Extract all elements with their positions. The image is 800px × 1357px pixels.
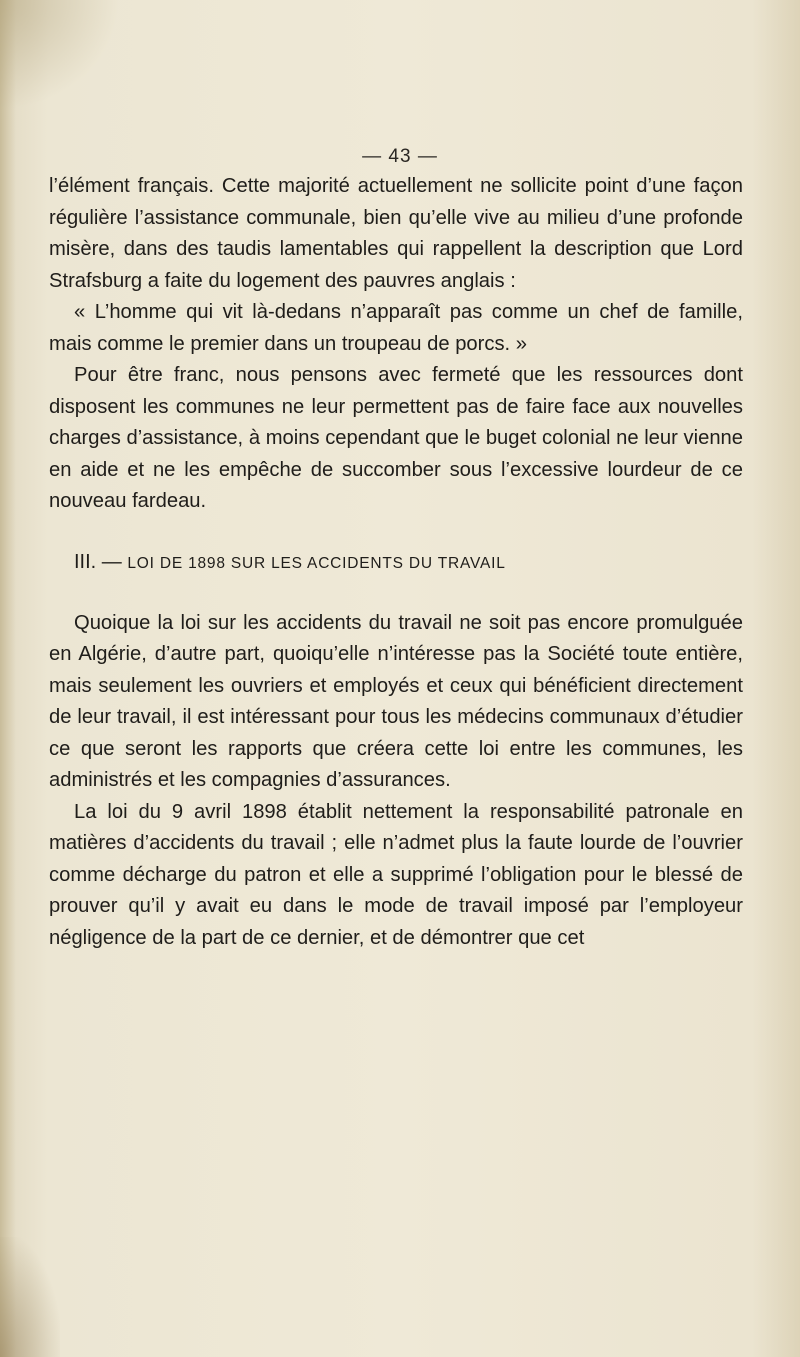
- binding-edge: [0, 0, 16, 1357]
- paper-stain-top: [0, 0, 120, 110]
- section-heading: [49, 547, 743, 579]
- paragraph-law-1898: La loi du 9 avril 1898 établit nettement la responsabilité patronale en matières d’accidents du travail ; elle n’admet plus la faute lourde de l’ouvrier comme décharge du patron et elle a supprimé l’obligation pour le blessé de prouver qu’il y avait eu dans le mode de travail imposé par l’employeur négligence de la part de ce dernier, et de démontrer que cet: [49, 800, 743, 949]
- section-number: III. —: [74, 550, 122, 573]
- paragraph-law-intro: Quoique la loi sur les accidents du travail ne soit pas encore promulguée en Algérie, d’autre part, quoiqu’elle n’intéresse pas la Société toute entière, mais seulement les ouvriers et employés et ceux qui bénéficient directement de leur travail, il est intéressant pour tous les médecins communaux d’étudier ce que seront les rapports que créera cette loi entre les communes, les administrés et les compagnies d’assurances.: [49, 611, 743, 791]
- section-title: LOI DE 1898 SUR LES ACCIDENTS DU TRAVAIL: [127, 554, 506, 572]
- paragraph-continuation: l’élément français. Cette majorité actuellement ne sollicite point d’une façon régulière l’assistance communale, bien qu’elle vive au milieu d’une profonde misère, dans des taudis lamentables qui rappellent la description que Lord Strafsburg a faite du logement des pauvres anglais :: [49, 175, 743, 292]
- paragraph-resources: Pour être franc, nous pensons avec fermeté que les ressources dont disposent les communes ne leur permettent pas de faire face aux nouvelles charges d’assistance, à moins cependant que le buget colonial ne leur vienne en aide et ne les empêche de succomber sous l’excessive lourdeur de ce nouveau fardeau.: [49, 364, 743, 512]
- paragraph-quotation: « L’homme qui vit là-dedans n’apparaît pas comme un chef de famille, mais comme le premier dans un troupeau de porcs. »: [49, 301, 743, 355]
- paper-stain-bottom: [0, 1237, 60, 1357]
- page-number: — 43 —: [362, 146, 438, 167]
- body-text: [49, 171, 743, 954]
